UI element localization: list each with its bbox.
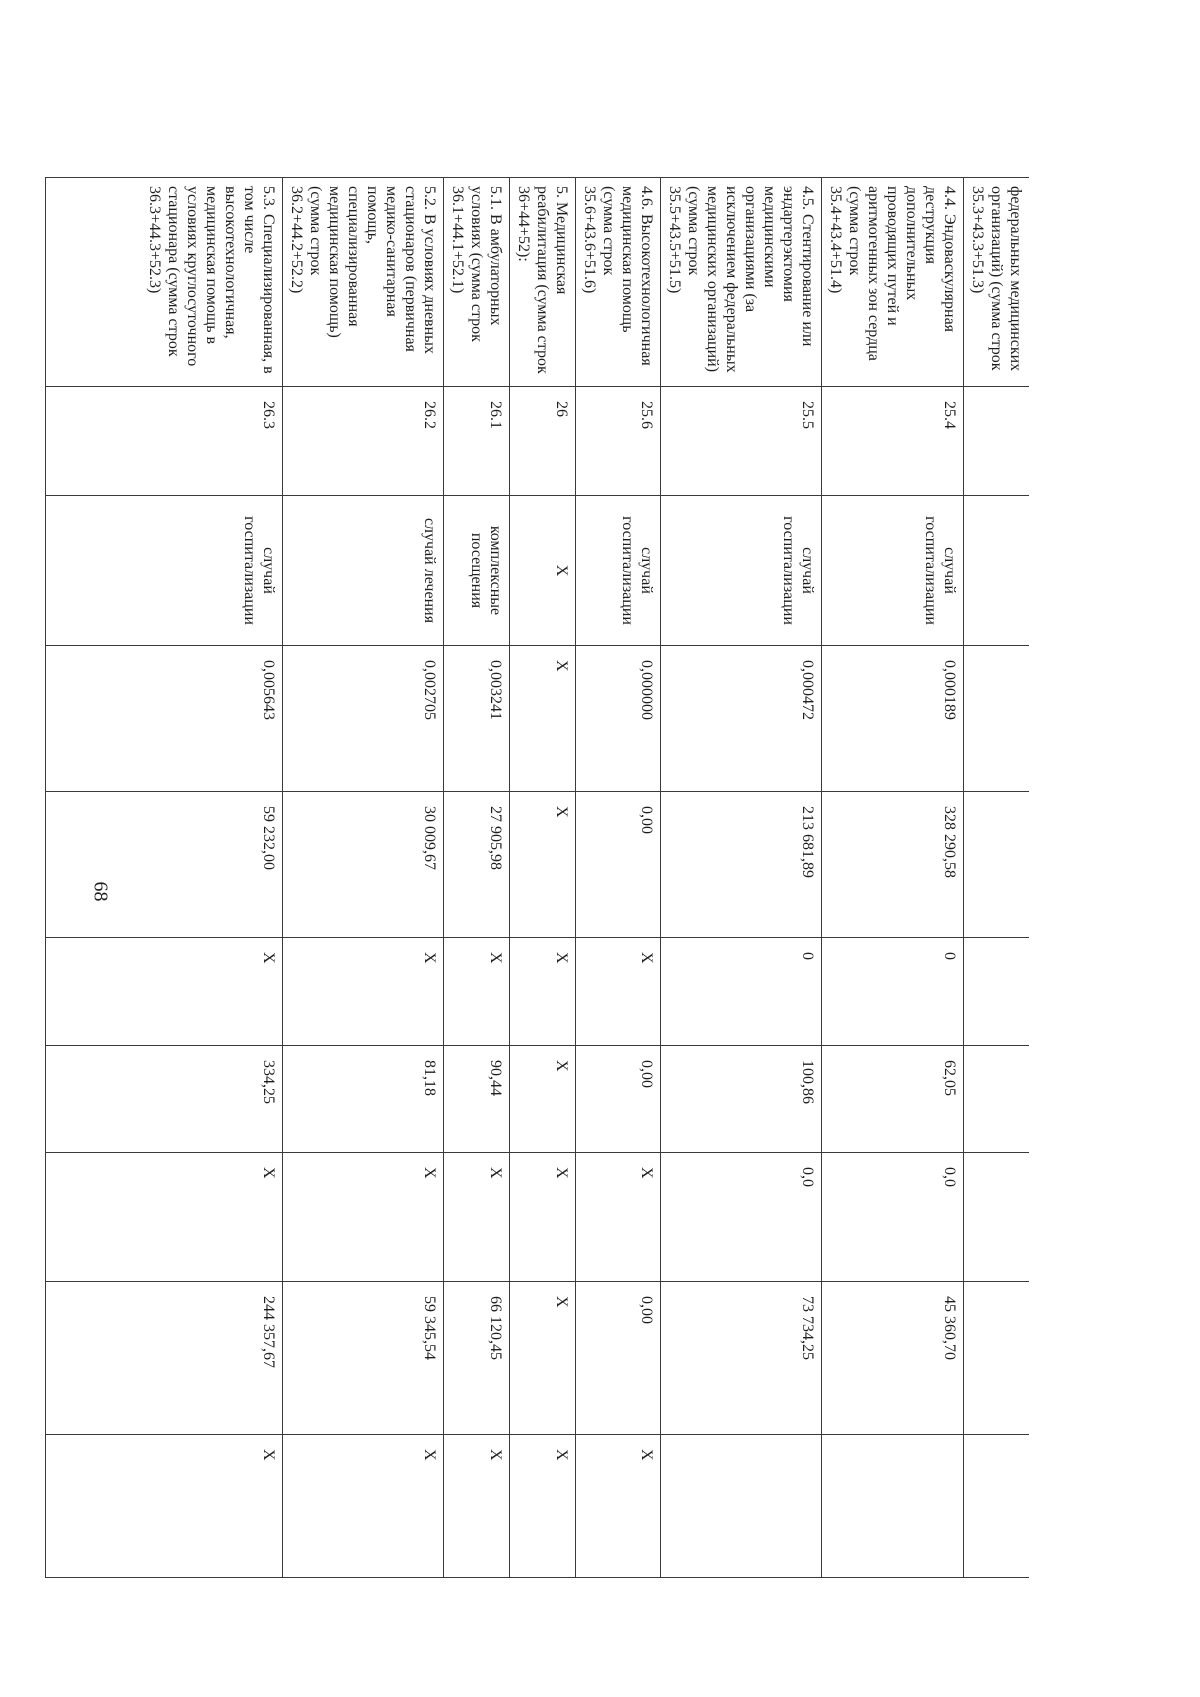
value-cell-7 [661, 1435, 822, 1578]
value-cell-5: Х [576, 1153, 661, 1282]
value-cell-6: 59 345,54 [283, 1282, 444, 1435]
value-cell-3: Х [576, 938, 661, 1046]
value-cell-6: 66 120,45 [444, 1282, 510, 1435]
value-cell-7: Х [283, 1435, 444, 1578]
value-cell-5: Х [46, 1153, 283, 1282]
row-name-cell: 5.2. В условиях дневных стационаров (первичная медико-санитарная помощь, специализированная медицинская помощь) (сумма строк 36.2+44.2+52.2) [283, 178, 444, 387]
value-cell-6: 73 734,25 [661, 1282, 822, 1435]
value-cell-1: 0,003241 [444, 646, 510, 792]
value-cell-1: 0,005643 [46, 646, 283, 792]
unit-cell: случай госпитализации [822, 496, 964, 646]
value-cell-4: 81,18 [283, 1046, 444, 1153]
row-number-cell: 25.4 [822, 387, 964, 496]
value-cell-3: Х [283, 938, 444, 1046]
row-name-cell: 4.4. Эндоваскулярная деструкция дополнительных проводящих путей и аритмогенных зон сердца (сумма строк 35.4+43.4+51.4) [822, 178, 964, 387]
table-row [576, 178, 661, 1578]
rotated-table-container [146, 177, 1029, 1577]
unit-cell [964, 496, 1030, 646]
unit-cell: случай госпитализации [46, 496, 283, 646]
value-cell-6: 0,00 [576, 1282, 661, 1435]
value-cell-7: Х [576, 1435, 661, 1578]
value-cell-5: Х [444, 1153, 510, 1282]
row-number-cell: 26.2 [283, 387, 444, 496]
table-row [822, 178, 964, 1578]
row-number-cell [964, 387, 1030, 496]
value-cell-5: Х [283, 1153, 444, 1282]
value-cell-1: 0,002705 [283, 646, 444, 792]
value-cell-4: 100,86 [661, 1046, 822, 1153]
value-cell-4: 90,44 [444, 1046, 510, 1153]
value-cell-4 [964, 1046, 1030, 1153]
unit-cell: комплексные посещения [444, 496, 510, 646]
page-number: 68 [89, 881, 112, 902]
value-cell-2 [964, 792, 1030, 938]
value-cell-4: 0,00 [576, 1046, 661, 1153]
value-cell-2: 0,00 [576, 792, 661, 938]
value-cell-2: Х [510, 792, 576, 938]
value-cell-7 [822, 1435, 964, 1578]
value-cell-1: 0,000189 [822, 646, 964, 792]
row-name-cell: 5. Медицинская реабилитация (сумма строк 36+44+52): [510, 178, 576, 387]
row-name-cell: 4.5. Стентирование или эндартерэктомия медицинскими организациями (за исключением федеральных медицинских организаций) (сумма строк 35.5+43.5+51.5) [661, 178, 822, 387]
value-cell-3: Х [444, 938, 510, 1046]
table-row [510, 178, 576, 1578]
value-cell-7: Х [510, 1435, 576, 1578]
value-cell-1 [964, 646, 1030, 792]
value-cell-6: 45 360,70 [822, 1282, 964, 1435]
value-cell-7: Х [46, 1435, 283, 1578]
row-number-cell: 25.5 [661, 387, 822, 496]
value-cell-1: 0,000472 [661, 646, 822, 792]
value-cell-3: 0 [661, 938, 822, 1046]
value-cell-3: Х [46, 938, 283, 1046]
row-number-cell: 26 [510, 387, 576, 496]
unit-cell: Х [510, 496, 576, 646]
value-cell-3 [964, 938, 1030, 1046]
value-cell-6: 244 357,67 [46, 1282, 283, 1435]
row-name-cell: 4.6. Высокотехнологичная медицинская помощь (сумма строк 35.6+43.6+51.6) [576, 178, 661, 387]
value-cell-2: 213 681,89 [661, 792, 822, 938]
value-cell-5: Х [510, 1153, 576, 1282]
value-cell-2: 59 232,00 [46, 792, 283, 938]
table-rotation-frame [146, 177, 1029, 1577]
value-cell-7: Х [444, 1435, 510, 1578]
value-cell-2: 27 905,98 [444, 792, 510, 938]
table-row [444, 178, 510, 1578]
value-cell-3: 0 [822, 938, 964, 1046]
value-cell-6 [964, 1282, 1030, 1435]
value-cell-6: Х [510, 1282, 576, 1435]
value-cell-2: 328 290,58 [822, 792, 964, 938]
value-cell-1: 0,000000 [576, 646, 661, 792]
value-cell-3: Х [510, 938, 576, 1046]
financing-table [45, 177, 1029, 1578]
unit-cell: случай госпитализации [576, 496, 661, 646]
row-name-cell: 5.1. В амбулаторных условиях (сумма строк 36.1+44.1+52.1) [444, 178, 510, 387]
table-body [46, 178, 1030, 1578]
table-row [661, 178, 822, 1578]
value-cell-5 [964, 1153, 1030, 1282]
value-cell-2: 30 009,67 [283, 792, 444, 938]
row-number-cell: 25.6 [576, 387, 661, 496]
value-cell-5: 0,0 [822, 1153, 964, 1282]
table-row [283, 178, 444, 1578]
value-cell-4: Х [510, 1046, 576, 1153]
value-cell-5: 0,0 [661, 1153, 822, 1282]
row-name-cell: 5.3. Специализированная, в том числе высокотехнологичная, медицинская помощь в условиях круглосуточного стационара (сумма строк 36.3+44.3+52.3) [46, 178, 283, 387]
table-row [964, 178, 1030, 1578]
table-row [46, 178, 283, 1578]
value-cell-1: Х [510, 646, 576, 792]
value-cell-4: 62,05 [822, 1046, 964, 1153]
row-number-cell: 26.1 [444, 387, 510, 496]
row-number-cell: 26.3 [46, 387, 283, 496]
value-cell-7 [964, 1435, 1030, 1578]
unit-cell: случай лечения [283, 496, 444, 646]
row-name-cell: федеральных медицинских организаций) (сумма строк 35.3+43.3+51.3) [964, 178, 1030, 387]
value-cell-4: 334,25 [46, 1046, 283, 1153]
unit-cell: случай госпитализации [661, 496, 822, 646]
